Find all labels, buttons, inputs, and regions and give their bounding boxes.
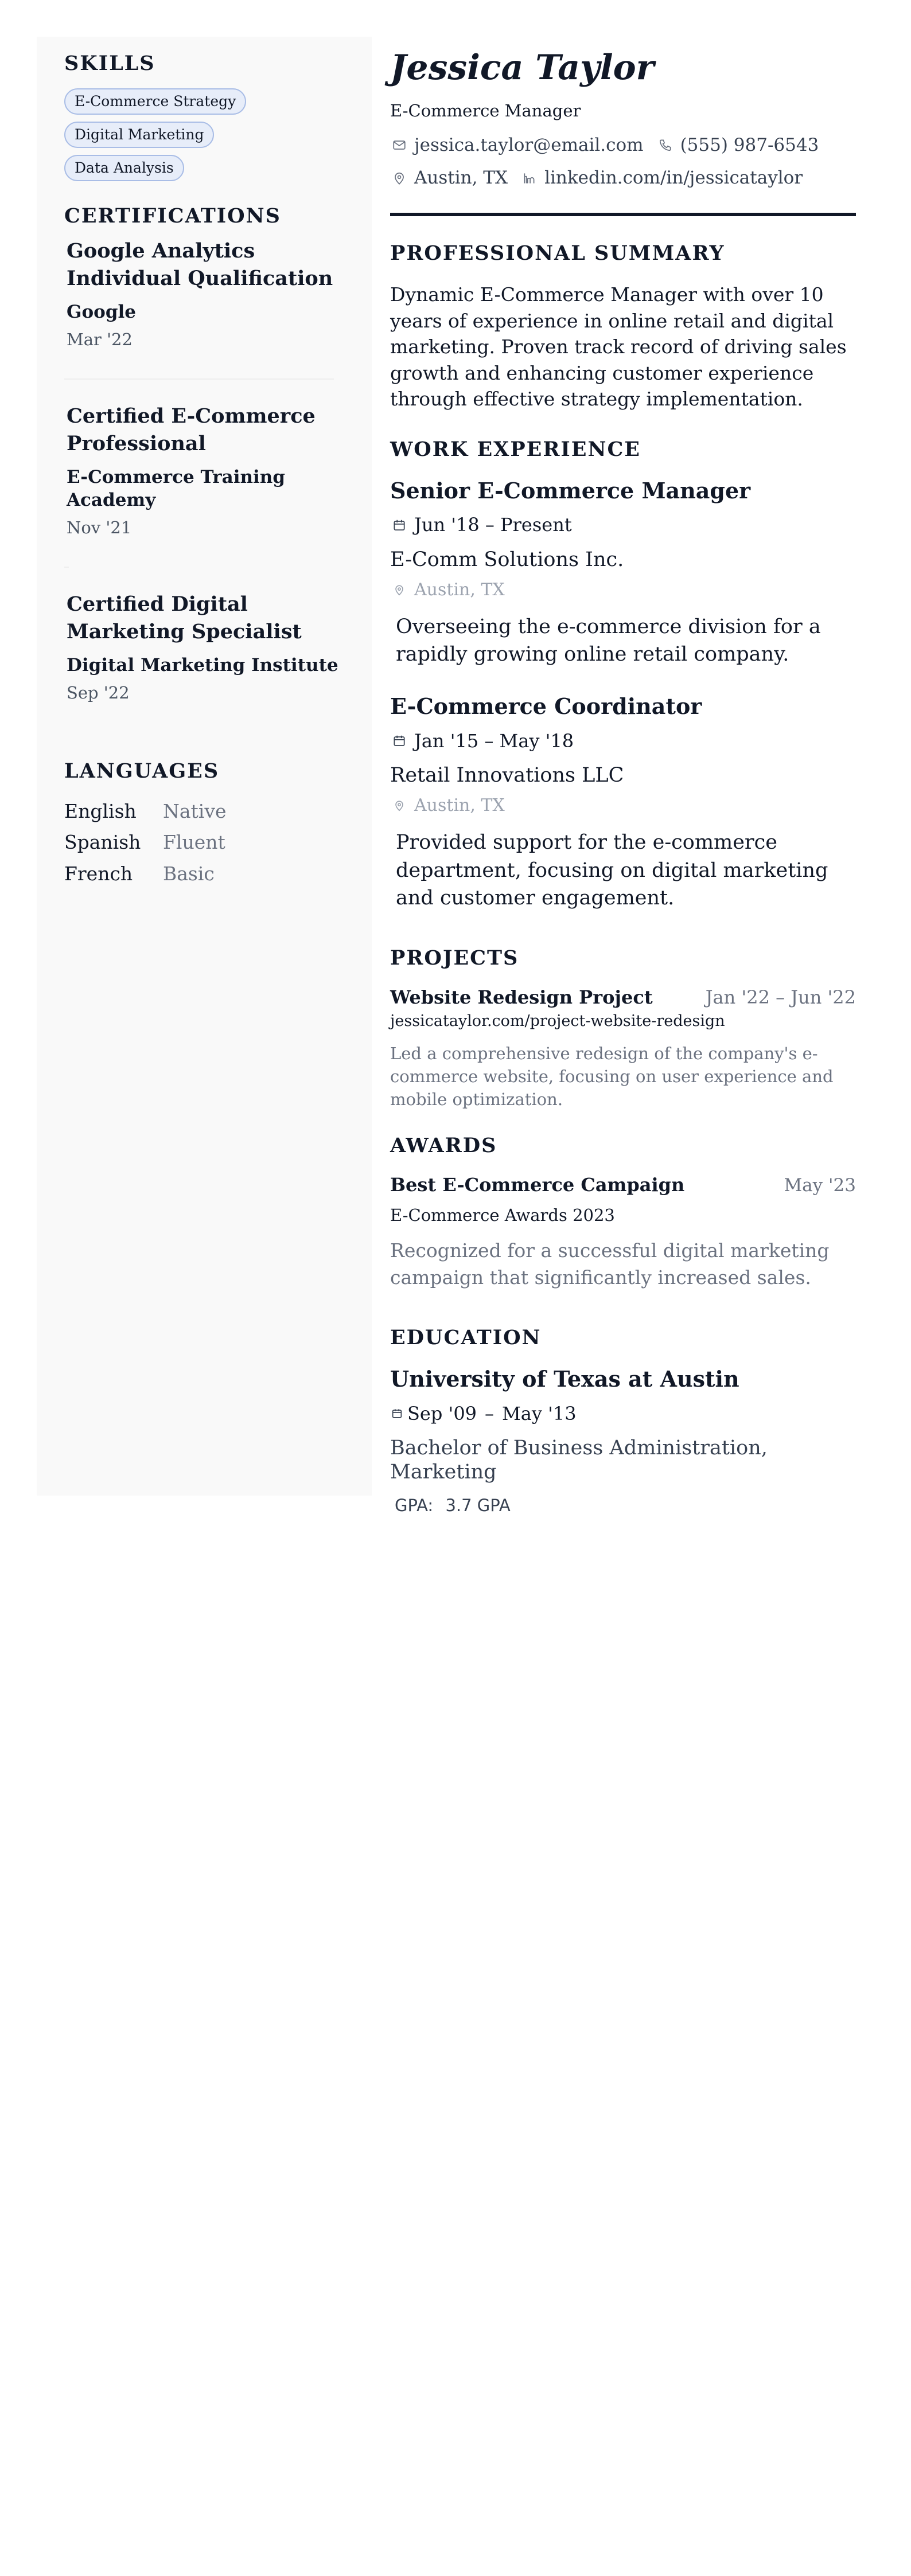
- language-row: [64, 827, 344, 858]
- work-heading: WORK EXPERIENCE: [390, 437, 641, 461]
- sidebar: [37, 37, 372, 1496]
- map-pin-icon: [390, 797, 408, 815]
- award-entry: [390, 1174, 856, 1291]
- location-text: Austin, TX: [414, 167, 508, 188]
- divider: [64, 567, 69, 568]
- language-level: Native: [163, 799, 227, 822]
- linkedin-text: linkedin.com/in/jessicataylor: [544, 167, 803, 188]
- project-name: Website Redesign Project: [390, 986, 653, 1009]
- job-location-text: Austin, TX: [414, 795, 505, 816]
- job-location: [390, 580, 856, 600]
- skills-list: [64, 88, 334, 181]
- job-entry: [390, 478, 856, 669]
- education-heading: EDUCATION: [390, 1326, 542, 1350]
- education-school: University of Texas at Austin: [390, 1366, 739, 1392]
- language-level: Fluent: [163, 831, 225, 854]
- calendar-icon: [390, 732, 408, 750]
- language-name: French: [64, 862, 133, 885]
- header-divider: [390, 213, 856, 216]
- mail-icon: [390, 136, 408, 154]
- certification-item: [64, 403, 344, 539]
- certification-item: [64, 228, 344, 351]
- certification-item: [64, 591, 344, 704]
- award-description: Recognized for a successful digital marketing campaign that significantly increased sales.: [390, 1239, 830, 1289]
- contact-row: [390, 135, 856, 156]
- languages-heading: LANGUAGES: [64, 759, 220, 783]
- language-level: Basic: [163, 862, 215, 885]
- calendar-icon: [390, 516, 408, 534]
- project-link[interactable]: jessicataylor.com/project-website-redesign: [390, 1012, 725, 1030]
- job-location: [390, 795, 856, 816]
- job-dates: [390, 514, 856, 536]
- certification-date: Mar '22: [67, 330, 133, 350]
- skill-tag: E-Commerce Strategy: [64, 88, 246, 115]
- divider: [64, 378, 334, 380]
- job-dates-text: Jan '15 – May '18: [414, 730, 574, 752]
- job-company: E-Comm Solutions Inc.: [390, 548, 624, 571]
- email-contact[interactable]: [390, 135, 644, 156]
- award-org: E-Commerce Awards 2023: [390, 1205, 615, 1225]
- certification-org: Digital Marketing Institute: [67, 654, 338, 676]
- gpa-label: GPA:: [395, 1496, 434, 1515]
- summary-heading: PROFESSIONAL SUMMARY: [390, 241, 725, 266]
- certification-org: E-Commerce Training Academy: [67, 466, 286, 511]
- job-entry: [390, 693, 856, 912]
- award-header: [390, 1174, 856, 1196]
- calendar-icon: [390, 1404, 404, 1423]
- phone-text: (555) 987-6543: [680, 134, 819, 155]
- phone-contact[interactable]: [656, 135, 819, 156]
- certification-date: Sep '22: [67, 683, 130, 703]
- education-gpa: [390, 1496, 856, 1516]
- job-description: Provided support for the e-commerce department, focusing on digital marketing and customer engagement.: [396, 831, 828, 910]
- map-pin-icon: [390, 581, 408, 599]
- education-dates: [390, 1403, 856, 1424]
- project-dates: Jan '22 – Jun '22: [705, 986, 856, 1009]
- job-dates-text: Jun '18 – Present: [414, 514, 572, 536]
- language-row: [64, 796, 344, 827]
- job-company: Retail Innovations LLC: [390, 764, 624, 787]
- certification-org: Google: [67, 301, 137, 322]
- skill-tag: Digital Marketing: [64, 122, 214, 148]
- skill-tag: Data Analysis: [64, 155, 184, 181]
- project-entry: [390, 986, 856, 1111]
- education-start: Sep '09: [407, 1402, 477, 1424]
- gpa-value: 3.7 GPA: [445, 1496, 511, 1515]
- project-header: [390, 986, 856, 1008]
- contact-row: [390, 167, 856, 189]
- skills-heading: SKILLS: [64, 52, 155, 75]
- certifications-heading: CERTIFICATIONS: [64, 204, 281, 228]
- education-end: May '13: [502, 1402, 577, 1424]
- award-date: May '23: [784, 1175, 856, 1196]
- job-title: E-Commerce Coordinator: [390, 693, 702, 720]
- language-row: [64, 858, 344, 889]
- date-separator: –: [485, 1402, 495, 1424]
- main-content: [390, 50, 856, 1516]
- candidate-role: E-Commerce Manager: [390, 101, 581, 120]
- location-contact: [390, 167, 508, 189]
- projects-heading: PROJECTS: [390, 946, 519, 970]
- awards-heading: AWARDS: [390, 1134, 497, 1158]
- certification-name: Certified E-Commerce Professional: [67, 404, 316, 455]
- language-name: English: [64, 799, 137, 822]
- phone-icon: [656, 136, 675, 154]
- job-location-text: Austin, TX: [414, 579, 505, 600]
- project-description: Led a comprehensive redesign of the company's e-commerce website, focusing on user experience and mobile optimization.: [390, 1044, 834, 1110]
- map-pin-icon: [390, 169, 408, 188]
- summary-text: Dynamic E-Commerce Manager with over 10 years of experience in online retail and digital marketing. Proven track record of driving sales growth and enhancing customer experience through effective strategy implementation.: [390, 283, 847, 411]
- job-dates: [390, 730, 856, 752]
- languages-list: [64, 796, 344, 889]
- certification-name: Certified Digital Marketing Specialist: [67, 592, 302, 643]
- education-degree: Bachelor of Business Administration, Marketing: [390, 1437, 768, 1484]
- award-name: Best E-Commerce Campaign: [390, 1174, 685, 1196]
- job-title: Senior E-Commerce Manager: [390, 477, 751, 504]
- job-description: Overseeing the e-commerce division for a rapidly growing online retail company.: [396, 615, 821, 666]
- certification-date: Nov '21: [67, 518, 132, 538]
- language-name: Spanish: [64, 831, 141, 854]
- linkedin-contact[interactable]: [520, 167, 803, 189]
- certification-name: Google Analytics Individual Qualification: [67, 239, 333, 290]
- candidate-name: Jessica Taylor: [390, 48, 655, 88]
- email-text: jessica.taylor@email.com: [414, 134, 644, 155]
- linkedin-icon: [520, 169, 539, 188]
